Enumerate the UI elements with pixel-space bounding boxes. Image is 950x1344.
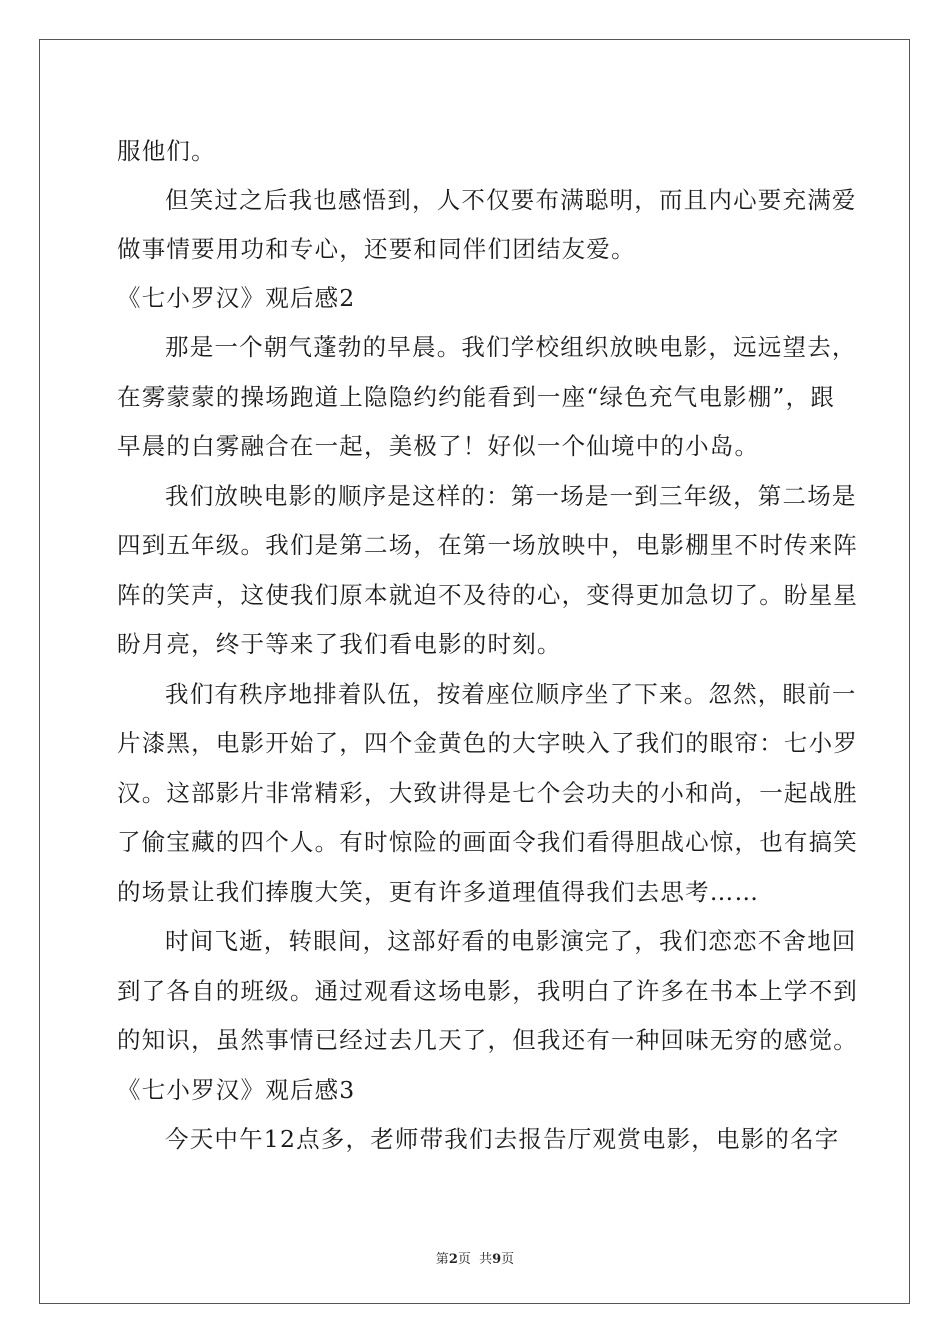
paragraph-line: 四到五年级。我们是第二场，在第一场放映中，电影棚里不时传来阵 — [117, 531, 858, 559]
section-heading: 《七小罗汉》观后感3 — [117, 1076, 356, 1104]
total-page-number: 9 — [492, 1252, 502, 1267]
footer-prefix: 第 — [435, 1252, 449, 1267]
paragraph-line: 的知识，虽然事情已经过去几天了，但我还有一种回味无穷的感觉。 — [117, 1026, 858, 1054]
paragraph-line: 盼月亮，终于等来了我们看电影的时刻。 — [117, 630, 562, 658]
paragraph-line: 在雾蒙蒙的操场跑道上隐隐约约能看到一座“绿色充气电影棚”，跟 — [117, 383, 836, 411]
paragraph-line: 做事情要用功和专心，还要和同伴们团结友爱。 — [117, 235, 636, 263]
page-footer — [0, 1248, 950, 1267]
section-heading: 《七小罗汉》观后感2 — [117, 284, 356, 312]
paragraph-line: 早晨的白雾融合在一起，美极了！好似一个仙境中的小岛。 — [117, 432, 760, 460]
paragraph-line: 阵的笑声，这使我们原本就迫不及待的心，变得更加急切了。盼星星 — [117, 581, 858, 609]
paragraph-line: 的场景让我们捧腹大笑，更有许多道理值得我们去思考…… — [117, 878, 760, 906]
paragraph-line: 服他们。 — [117, 137, 216, 165]
paragraph-line: 我们有秩序地排着队伍，按着座位顺序坐了下来。忽然，眼前一 — [165, 680, 857, 708]
current-page-number: 2 — [448, 1252, 458, 1267]
paragraph-line: 今天中午12点多，老师带我们去报告厅观赏电影，电影的名字 — [165, 1125, 840, 1153]
paragraph-line: 那是一个朝气蓬勃的早晨。我们学校组织放映电影，远远望去， — [165, 333, 857, 361]
footer-mid: 页 共 — [457, 1252, 493, 1267]
paragraph-line: 了偷宝藏的四个人。有时惊险的画面令我们看得胆战心惊，也有搞笑 — [117, 828, 858, 856]
paragraph-line: 时间飞逝，转眼间，这部好看的电影演完了，我们恋恋不舍地回 — [165, 927, 857, 955]
paragraph-line: 但笑过之后我也感悟到，人不仅要布满聪明，而且内心要充满爱 — [165, 186, 857, 214]
paragraph-line: 片漆黑，电影开始了，四个金黄色的大字映入了我们的眼帘：七小罗 — [117, 729, 858, 757]
paragraph-line: 到了各自的班级。通过观看这场电影，我明白了许多在书本上学不到 — [117, 977, 858, 1005]
paragraph-line: 汉。这部影片非常精彩，大致讲得是七个会功夫的小和尚，一起战胜 — [117, 779, 858, 807]
footer-suffix: 页 — [501, 1252, 515, 1267]
paragraph-line: 我们放映电影的顺序是这样的：第一场是一到三年级，第二场是 — [165, 482, 857, 510]
